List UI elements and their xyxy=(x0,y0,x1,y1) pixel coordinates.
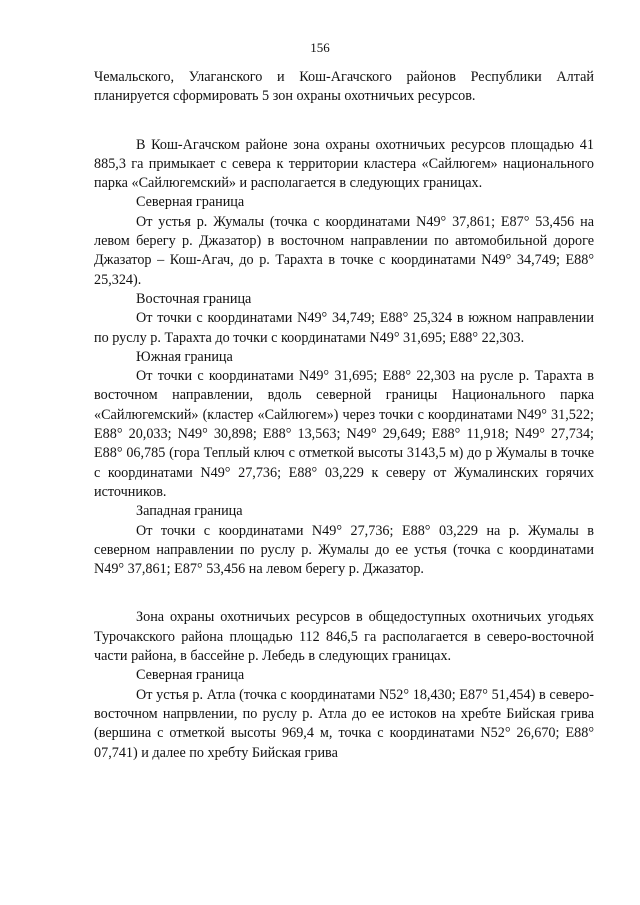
heading-east-border: Восточная граница xyxy=(136,290,252,307)
heading-north-border-turochak: Северная граница xyxy=(136,667,245,684)
paragraph-intro: Чемальского, Улаганского и Кош-Агачского районов Республики Алтай планируется сформировать 5 зон охраны охотничьих ресурсов. xyxy=(94,69,594,105)
heading-west-border: Западная граница xyxy=(136,503,243,520)
paragraph-north-border-turochak: От устья р. Атла (точка с координатами N52° 18,430; E87° 51,454) в северо-восточном напрвлении, по руслу р. Атла до ее истоков на хребте Бийская грива (вершина с отметкой высоты 969,4 м, точка с координатами N52° 26,670; E88° 07,741) и далее по хребту Бийская грива xyxy=(94,686,594,761)
paragraph-north-border: От устья р. Жумалы (точка с координатами N49° 37,861; E87° 53,456 на левом берегу р. Джазатор) в восточном направлении по автомобильной дороге Джазатор – Кош-Агач, до р. Тарахта в точке с координатами N49° 34,749; E88° 25,324). xyxy=(94,213,594,288)
paragraph-kosh-agach-zone: В Кош-Агачском районе зона охраны охотничьих ресурсов площадью 41 885,3 га примыкает с севера к территории кластера «Сайлюгем» национального парка «Сайлюгемский» и располагается в следующих границах. xyxy=(94,136,594,192)
page-number: 156 xyxy=(310,40,330,55)
document-body xyxy=(94,68,594,763)
paragraph-east-border: От точки с координатами N49° 34,749; E88° 25,324 в южном направлении по руслу р. Тарахта до точки с координатами N49° 31,695; E88° 22,303. xyxy=(94,310,594,346)
heading-north-border: Северная граница xyxy=(136,194,245,211)
paragraph-turochak-zone: Зона охраны охотничьих ресурсов в общедоступных охотничьих угодьях Турочакского района площадью 112 846,5 га располагается в северо-восточной части района, в бассейне р. Лебедь в следующих границах. xyxy=(94,609,594,665)
paragraph-west-border: От точки с координатами N49° 27,736; E88° 03,229 на р. Жумалы в северном направлении по руслу р. Жумалы до ее устья (точка с координатами N49° 37,861; E87° 53,456 на левом берегу р. Джазатор. xyxy=(94,522,594,578)
heading-south-border: Южная граница xyxy=(136,348,233,365)
paragraph-south-border: От точки с координатами N49° 31,695; E88° 22,303 на русле р. Тарахта в восточном направлении, вдоль северной границы Национального парка «Сайлюгемский» (кластер «Сайлюгем») через точки с координатами N49° 31,522; E88° 20,033; N49° 30,898; E88° 13,563; N49° 29,649; E88° 11,918; N49° 27,734; E88° 06,785 (гора Теплый ключ с отметкой высоты 3143,5 м) до р Жумалы в точке с координатами N49° 27,736; E88° 03,229 к северу от Жумалинских горячих источников. xyxy=(94,368,594,500)
